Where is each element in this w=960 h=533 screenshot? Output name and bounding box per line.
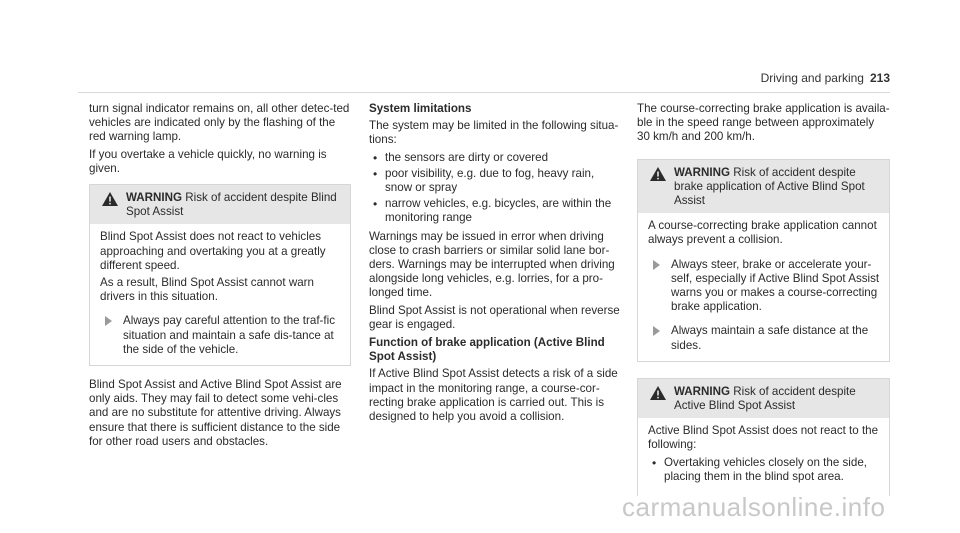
warning-label: WARNING: [126, 191, 183, 205]
paragraph: turn signal indicator remains on, all other detec-ted vehicles are indicated only by the flashing of the red warning lamp.: [89, 102, 350, 144]
warning-body: [90, 224, 350, 365]
warning-title: Risk of accident despite Blind Spot Assist: [126, 191, 337, 219]
list-item: • Overtaking vehicles closely on the side, placing them in the blind spot area.: [648, 456, 881, 484]
paragraph: Blind Spot Assist and Active Blind Spot Assist are only aids. They may fail to detect some vehi-cles and are no substitute for attentive driving. Always ensure that there is sufficient distance to the side for other road users and obstacles.: [89, 378, 342, 448]
paragraph: Warnings may be issued in error when driving close to crash barriers or similar solid lane bor-ders. Warnings may be interrupted when driving alongside long vehicles, e.g. lorries, for a pro-longed time.: [369, 229, 615, 300]
bullet-list: [369, 151, 623, 226]
watermark: carmanualsonline.info: [622, 492, 886, 522]
column-right: [637, 102, 890, 502]
warning-header: [638, 379, 889, 418]
warning-triangle-icon: [102, 192, 118, 206]
section-title: Driving and parking: [760, 71, 864, 85]
warning-body: [638, 213, 889, 361]
warning-label: WARNING: [674, 384, 731, 398]
warning-triangle-icon: [650, 386, 666, 400]
paragraph: Blind Spot Assist is not operational when reverse gear is engaged.: [369, 303, 620, 331]
warning-box: [637, 378, 890, 496]
step-arrow-icon: [653, 260, 660, 270]
page-header: [761, 71, 890, 85]
step-text: Always pay careful attention to the traf-fic situation and maintain a safe dis-tance at the side of the vehicle.: [123, 314, 336, 356]
warning-body: [638, 418, 889, 496]
warning-header: [638, 160, 889, 214]
section-heading: Function of brake application (Active Blind Spot Assist): [369, 336, 605, 364]
paragraph: The course-correcting brake application is availa-ble in the speed range between approximately 30 km/h and 200 km/h.: [637, 102, 890, 144]
instruction-step: [648, 258, 881, 315]
paragraph: The system may be limited in the following situa-tions:: [369, 119, 619, 147]
warning-box: [89, 184, 351, 366]
warning-title: Risk of accident despite Active Blind Spot Assist: [674, 384, 856, 413]
warning-box: [637, 159, 890, 362]
column-middle: [369, 102, 623, 427]
list-item: • narrow vehicles, e.g. bicycles, are within the monitoring range: [369, 197, 623, 225]
bullet-list: [648, 456, 881, 484]
warning-label: WARNING: [674, 165, 731, 179]
step-arrow-icon: [653, 326, 660, 336]
warning-triangle-icon: [650, 167, 666, 181]
step-arrow-icon: [105, 316, 112, 326]
column-left: [89, 102, 351, 452]
paragraph: Active Blind Spot Assist does not react to the following:: [648, 424, 879, 452]
paragraph: If Active Blind Spot Assist detects a risk of a side impact in the monitoring range, a course-cor-recting brake application is carried out. This is designed to help you avoid a collision.: [369, 367, 618, 424]
warning-title: Risk of accident despite brake application of Active Blind Spot Assist: [674, 165, 865, 208]
paragraph: If you overtake a vehicle quickly, no warning is given.: [89, 147, 327, 175]
instruction-step: [648, 324, 881, 352]
instruction-step: [100, 314, 342, 357]
list-item: • poor visibility, e.g. due to fog, heavy rain, snow or spray: [369, 167, 623, 195]
paragraph: Blind Spot Assist does not react to vehicles approaching and overtaking you at a greatly different speed.: [100, 230, 326, 272]
list-item: • the sensors are dirty or covered: [369, 151, 623, 165]
page-number: 213: [869, 71, 890, 85]
header-divider: [78, 92, 890, 93]
warning-header: [90, 185, 350, 224]
step-text: Always steer, brake or accelerate your-self, especially if Active Blind Spot Assist warns you or makes a course-correcting brake application.: [671, 257, 880, 314]
paragraph: As a result, Blind Spot Assist cannot warn drivers in this situation.: [100, 276, 314, 304]
section-heading: System limitations: [369, 102, 472, 115]
step-text: Always maintain a safe distance at the sides.: [671, 324, 869, 352]
paragraph: A course-correcting brake application cannot always prevent a collision.: [648, 219, 877, 247]
